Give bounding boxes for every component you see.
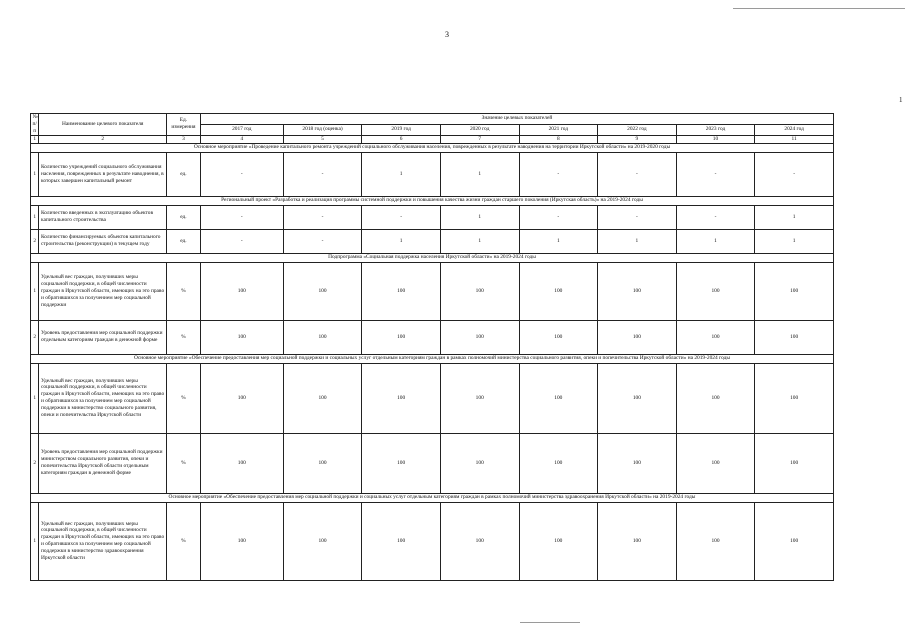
section-title: Региональный проект «Разработка и реализация программы системной поддержки и повышения качества жизни граждан старшего поколения (Иркутская область)» на 2019-2024 годы [31, 196, 834, 205]
indicator-value: - [200, 205, 283, 229]
indicator-value: - [283, 205, 362, 229]
indicator-value: 100 [283, 363, 362, 433]
header-year: 2017 год [200, 124, 283, 135]
column-number: 7 [440, 135, 519, 143]
indicator-value: 100 [519, 262, 598, 320]
indicator-value: 100 [519, 502, 598, 580]
indicator-value: 100 [676, 320, 755, 354]
indicator-name: Количество введенных в эксплуатацию объектов капитального строительства [39, 205, 166, 229]
column-number: 11 [755, 135, 834, 143]
indicator-value: 1 [598, 229, 677, 253]
scan-artifact-line [733, 8, 905, 9]
indicator-unit: ед. [166, 229, 200, 253]
indicator-value: 1 [519, 229, 598, 253]
section-header-row [31, 354, 834, 363]
indicator-value: 100 [362, 262, 441, 320]
indicator-value: 100 [200, 320, 283, 354]
section-header-row [31, 493, 834, 502]
table-body [31, 143, 834, 580]
indicator-value: - [200, 229, 283, 253]
indicator-value: - [283, 152, 362, 196]
scan-artifact-line [520, 622, 580, 623]
indicator-value: - [676, 205, 755, 229]
header-unit: Ед. измерения [166, 114, 200, 136]
indicator-name: Уровень предоставления мер социальной поддержки отдельным категориям граждан в денежной форме [39, 320, 166, 354]
header-year: 2019 год [362, 124, 441, 135]
section-header-row [31, 196, 834, 205]
indicator-value: - [283, 229, 362, 253]
column-number: 9 [598, 135, 677, 143]
indicator-value: 100 [440, 363, 519, 433]
indicator-value: 100 [755, 320, 834, 354]
column-number: 2 [39, 135, 166, 143]
indicator-value: 100 [362, 320, 441, 354]
indicator-value: 1 [755, 229, 834, 253]
header-num: № п/п [32, 114, 38, 134]
indicator-value: - [519, 205, 598, 229]
header-year: 2020 год [440, 124, 519, 135]
row-number: 2 [31, 320, 39, 354]
section-header-row [31, 253, 834, 262]
indicator-name: Количество финансируемых объектов капитального строительства (реконструкции) в текущем году [39, 229, 166, 253]
indicator-unit: % [166, 320, 200, 354]
indicator-value: - [598, 205, 677, 229]
section-title: Основное мероприятие «Обеспечение предоставления мер социальной поддержки и социальных услуг отдельным категориям граждан в рамках полномочий министерства социального развития, опеки и попечительства Иркутской области» на 2019-2024 годы [31, 354, 834, 363]
indicator-value: 1 [362, 229, 441, 253]
row-number: 1 [31, 262, 39, 320]
edge-mark: 1 [899, 96, 903, 104]
indicator-unit: ед. [166, 152, 200, 196]
table-row [31, 152, 834, 196]
indicator-value: 100 [676, 433, 755, 493]
indicator-value: 100 [598, 363, 677, 433]
indicator-name: Удельный вес граждан, получивших меры социальной поддержки, в общей численности граждан в Иркутской области, имеющих на это право и обратившихся за получением мер социальной поддержки в министерство социального развития, опеки и попечительства Иркутской области [39, 363, 166, 433]
indicator-value: 100 [200, 502, 283, 580]
indicator-value: 100 [755, 502, 834, 580]
column-number: 8 [519, 135, 598, 143]
indicator-value: 100 [200, 262, 283, 320]
indicator-value: 100 [440, 320, 519, 354]
table-row [31, 205, 834, 229]
section-header-row [31, 143, 834, 152]
indicator-name: Уровень предоставления мер социальной поддержки министерством социального развития, опеки и попечительства Иркутской области отдельным категориям граждан в денежной форме [39, 433, 166, 493]
indicator-value: 1 [440, 229, 519, 253]
target-indicators-table [30, 113, 834, 581]
indicator-value: 1 [676, 229, 755, 253]
indicator-unit: ед. [166, 205, 200, 229]
indicator-value: 1 [362, 152, 441, 196]
column-number: 1 [31, 135, 39, 143]
page-number: 3 [445, 30, 449, 39]
indicator-value: 100 [676, 502, 755, 580]
indicator-value: 100 [283, 262, 362, 320]
indicator-value: 100 [283, 502, 362, 580]
indicator-value: 100 [755, 262, 834, 320]
indicator-value: 100 [755, 433, 834, 493]
indicator-value: 100 [755, 363, 834, 433]
table-row [31, 320, 834, 354]
indicator-value: 100 [598, 262, 677, 320]
indicator-value: 100 [598, 502, 677, 580]
indicator-name: Удельный вес граждан, получивших меры социальной поддержки, в общей численности граждан в Иркутской области, имеющих на это право и обратившихся за получением мер социальной поддержки в министерство здравоохранения Иркутской области [39, 502, 166, 580]
column-number: 6 [362, 135, 441, 143]
indicator-name: Количество учреждений социального обслуживания населения, поврежденных в результате наводнения, в которых завершен капитальный ремонт [39, 152, 166, 196]
table-header-row [31, 114, 834, 125]
indicator-value: 100 [519, 363, 598, 433]
table-row [31, 502, 834, 580]
column-numbers-row [31, 135, 834, 143]
indicator-value: 1 [440, 152, 519, 196]
header-year: 2018 год (оценка) [283, 124, 362, 135]
row-number: 2 [31, 229, 39, 253]
indicator-value: 1 [440, 205, 519, 229]
indicator-value: 100 [200, 433, 283, 493]
column-number: 4 [200, 135, 283, 143]
header-name: Наименование целевого показателя [39, 114, 166, 136]
column-number: 5 [283, 135, 362, 143]
indicator-value: 100 [519, 320, 598, 354]
column-number: 10 [676, 135, 755, 143]
indicator-unit: % [166, 262, 200, 320]
row-number: 2 [31, 433, 39, 493]
table-row [31, 262, 834, 320]
section-title: Основное мероприятие «Обеспечение предоставления мер социальной поддержки и социальных услуг отдельным категориям граждан в рамках полномочий министерства здравоохранения Иркутской области» на 2019-2024 годы [31, 493, 834, 502]
indicator-value: 100 [362, 363, 441, 433]
indicator-value: 100 [362, 502, 441, 580]
indicator-unit: % [166, 502, 200, 580]
indicator-value: - [362, 205, 441, 229]
indicator-value: 100 [283, 320, 362, 354]
indicator-name: Удельный вес граждан, получивших меры социальной поддержки, в общей численности граждан в Иркутской области, имеющих на это право и обратившихся за получением мер социальной поддержки [39, 262, 166, 320]
row-number: 1 [31, 363, 39, 433]
indicator-value: - [519, 152, 598, 196]
indicator-value: - [200, 152, 283, 196]
header-year: 2023 год [676, 124, 755, 135]
indicator-value: 100 [440, 433, 519, 493]
indicator-unit: % [166, 433, 200, 493]
header-year: 2022 год [598, 124, 677, 135]
indicator-value: 100 [440, 262, 519, 320]
header-year: 2024 год [755, 124, 834, 135]
column-number: 3 [166, 135, 200, 143]
table-row [31, 433, 834, 493]
indicator-value: 100 [283, 433, 362, 493]
table-row [31, 229, 834, 253]
indicator-value: - [598, 152, 677, 196]
header-values-group: Значение целевых показателей [200, 114, 833, 125]
section-title: Основное мероприятие «Проведение капитального ремонта учреждений социального обслуживания населения, поврежденных в результате наводнения на территории Иркутской области» на 2019-2020 годы [31, 143, 834, 152]
header-year: 2021 год [519, 124, 598, 135]
indicator-value: 100 [676, 262, 755, 320]
indicator-value: - [755, 152, 834, 196]
section-title: Подпрограмма «Социальная поддержка населения Иркутской области» на 2019-2024 годы [31, 253, 834, 262]
row-number: 1 [31, 502, 39, 580]
table-row [31, 363, 834, 433]
indicator-value: 100 [519, 433, 598, 493]
indicator-value: 100 [598, 433, 677, 493]
indicator-value: 100 [440, 502, 519, 580]
indicator-value: 1 [755, 205, 834, 229]
indicator-value: 100 [362, 433, 441, 493]
indicator-value: 100 [676, 363, 755, 433]
indicator-value: 100 [598, 320, 677, 354]
indicator-value: - [676, 152, 755, 196]
row-number: 1 [31, 152, 39, 196]
indicator-unit: % [166, 363, 200, 433]
indicator-value: 100 [200, 363, 283, 433]
row-number: 1 [31, 205, 39, 229]
